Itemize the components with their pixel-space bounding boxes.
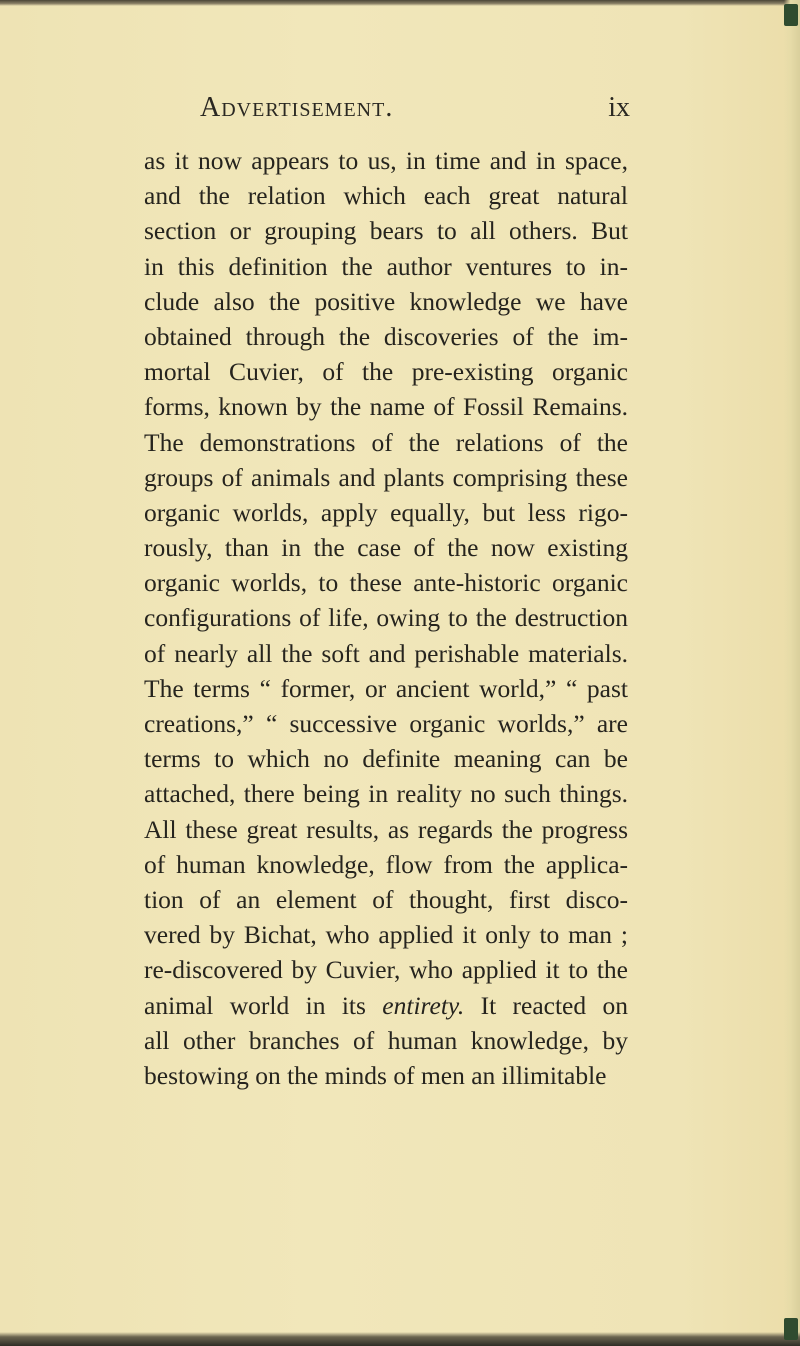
text-segment: animal world in its <box>144 990 366 1020</box>
text-line: vered by Bichat, who applied it only to man ; <box>144 920 628 950</box>
page-bottom-edge <box>0 1332 800 1346</box>
text-line: of nearly all the soft and perishable materials. <box>144 638 628 668</box>
text-line: The demonstrations of the relations of the <box>144 427 628 457</box>
text-line: re-discovered by Cuvier, who applied it to the <box>144 955 628 985</box>
text-line: creations,” “ successive organic worlds,” are <box>144 709 628 738</box>
text-line: forms, known by the name of Fossil Remains. <box>144 392 628 422</box>
page-number: ix <box>608 92 630 123</box>
text-line: as it now appears to us, in time and in space, <box>144 146 628 175</box>
corner-tab-top <box>784 4 798 26</box>
text-line: groups of animals and plants comprising these <box>144 462 628 492</box>
text-line: all other branches of human knowledge, by <box>144 1025 628 1055</box>
italic-word: entirety. <box>382 990 465 1020</box>
page-right-edge <box>784 0 800 1346</box>
body-text <box>144 143 628 1093</box>
text-line: clude also the positive knowledge we have <box>144 286 628 316</box>
text-line: in this definition the author ventures to in- <box>144 251 628 281</box>
text-line: rously, than in the case of the now existing <box>144 533 628 563</box>
text-line: of human knowledge, flow from the applica- <box>144 849 628 879</box>
text-line: organic worlds, apply equally, but less rigo- <box>144 497 628 527</box>
text-segment: It reacted on <box>464 990 628 1020</box>
running-head <box>200 92 630 132</box>
text-line: The terms “ former, or ancient world,” “ past <box>144 673 628 703</box>
text-line: bestowing on the minds of men an illimitable <box>144 1060 607 1090</box>
text-line: mortal Cuvier, of the pre-existing organic <box>144 357 628 387</box>
text-line-with-italic <box>144 988 628 1023</box>
text-line: terms to which no definite meaning can be <box>144 744 628 774</box>
corner-tab-bottom <box>784 1318 798 1340</box>
text-line: tion of an element of thought, first disco- <box>144 884 628 914</box>
text-line: configurations of life, owing to the destruction <box>144 603 628 633</box>
page-top-edge <box>0 0 800 6</box>
text-line: All these great results, as regards the progress <box>144 814 628 844</box>
text-line: obtained through the discoveries of the im- <box>144 321 628 351</box>
text-line: organic worlds, to these ante-historic organic <box>144 568 628 598</box>
text-line: and the relation which each great natural <box>144 181 628 211</box>
running-title: Advertisement. <box>200 92 394 123</box>
text-line: attached, there being in reality no such things. <box>144 779 628 809</box>
text-line: section or grouping bears to all others. But <box>144 216 628 246</box>
